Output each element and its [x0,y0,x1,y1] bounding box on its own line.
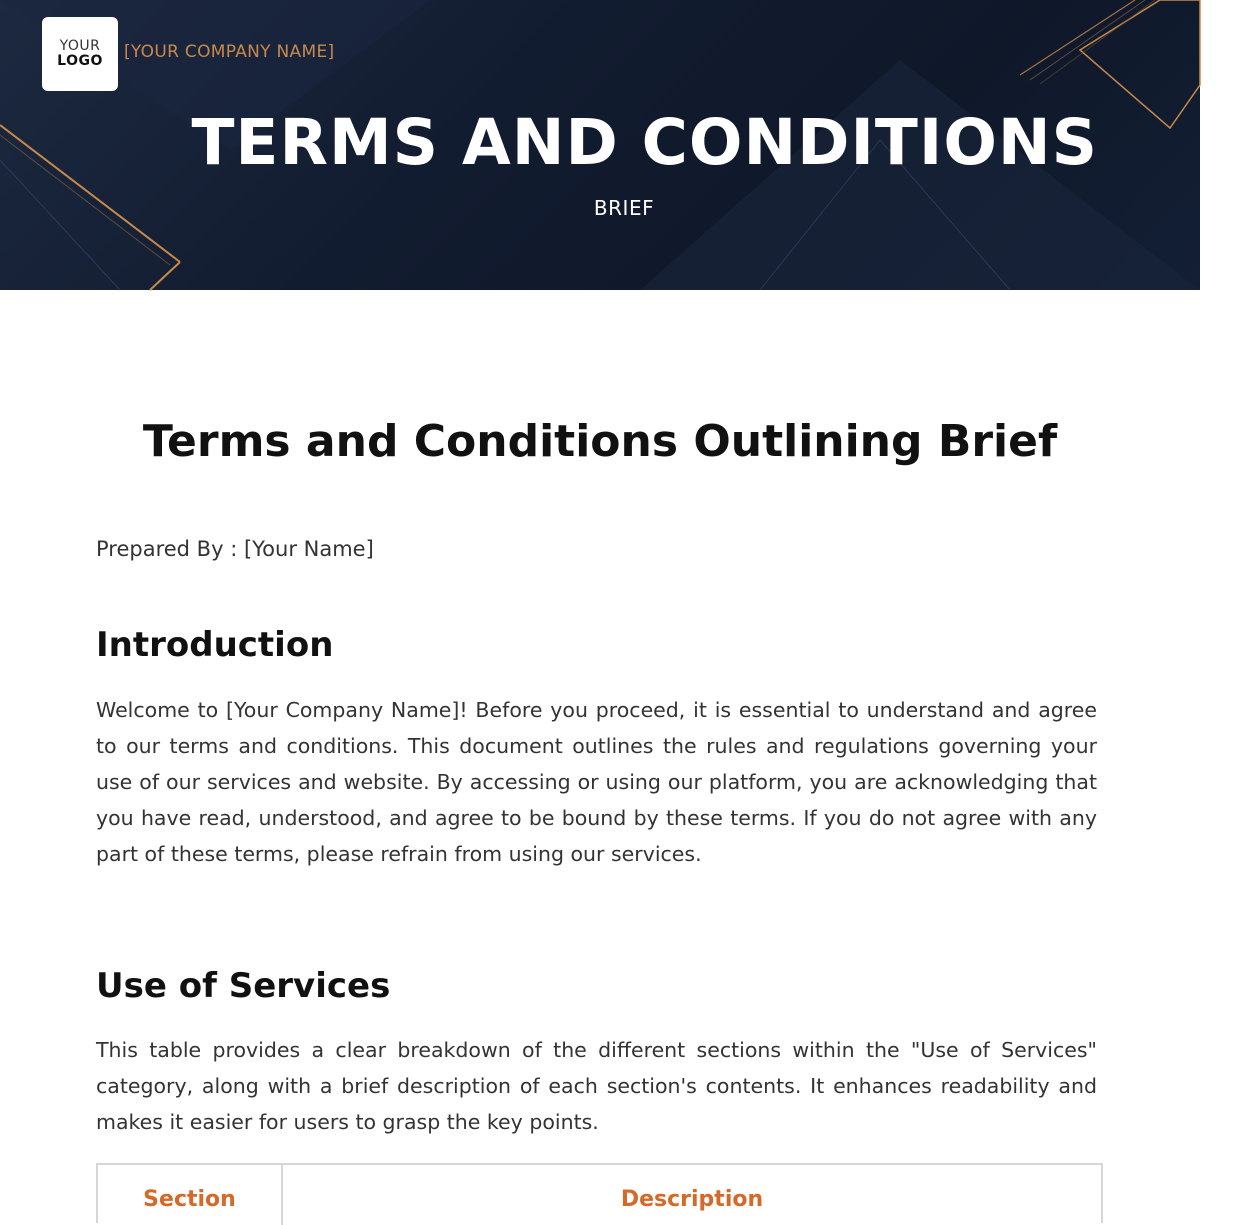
introduction-heading: Introduction [96,625,334,665]
logo-text-bottom: LOGO [57,53,103,69]
table-header-section: Section [98,1165,283,1225]
banner-subtitle: BRIEF [593,196,655,220]
header-banner [0,0,1200,290]
document-title: Terms and Conditions Outlining Brief [142,416,1058,467]
logo-text-top: YOUR [59,38,101,54]
services-table [96,1163,1103,1223]
use-of-services-paragraph: This table provides a clear breakdown of the different sections within the "Use of Services" category, along with a brief description of each section's contents. It enhances readability and makes it easier for users to grasp the key points. [96,1038,1097,1134]
company-logo [42,17,118,91]
use-of-services-heading: Use of Services [96,966,391,1006]
prepared-by: Prepared By : [Your Name] [96,537,374,561]
introduction-paragraph: Welcome to [Your Company Name]! Before you proceed, it is essential to understand and agree to our terms and conditions. This document outlines the rules and regulations governing your use of our services and website. By accessing or using our platform, you are acknowledging that you have read, understood, and agree to be bound by these terms. If you do not agree with any part of these terms, please refrain from using our services. [96,698,1097,866]
table-header-description: Description [620,1187,764,1212]
banner-title: TERMS AND CONDITIONS [191,106,1098,179]
company-name: [YOUR COMPANY NAME] [124,42,335,62]
